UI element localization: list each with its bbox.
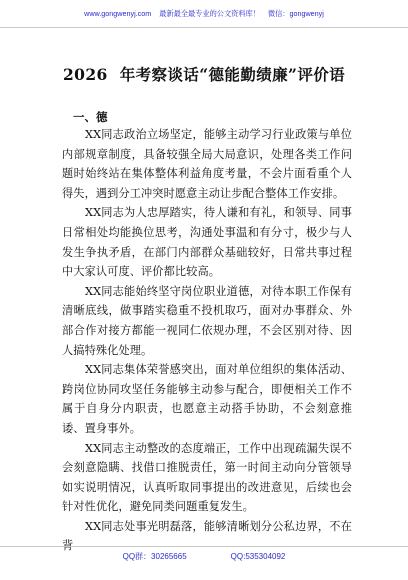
paragraph: XX同志主动整改的态度端正，工作中出现疏漏失误不会刻意隐瞒、找借口推脱责任，第一时间主动向分管领导如实说明情况，认真听取同事提出的改进意见，后续也会针对性优化，避免同类问题重复发生。 — [62, 441, 352, 514]
paragraph: XX同志为人忠厚踏实，待人谦和有礼，和领导、同事日常相处均能换位思考，沟通处事温和有分寸，极少与人发生争执矛盾，在部门内部群众基础较好，日常共事过程中大家认可度、评价都比较高。 — [62, 206, 352, 279]
footer-qq-group: QQ群：30265665 — [122, 552, 187, 561]
page-header — [0, 0, 408, 28]
title-year: 2026 — [62, 65, 108, 84]
header-site-link[interactable]: www.gongwenyj.com — [84, 9, 152, 18]
paragraph: XX同志处事光明磊落，能够清晰划分公私边界，不在背 — [62, 519, 352, 553]
paragraph: XX同志能始终坚守岗位职业道德，对待本职工作保有清晰底线，做事踏实稳重不投机取巧，面对办事群众、外部合作对接方都能一视同仁依规办理，不会区别对待、因人搞特殊化处理。 — [62, 284, 352, 357]
document-body — [62, 125, 352, 556]
header-slogan: 最新最全最专业的公文资料库！ — [159, 8, 260, 18]
title-text: 年考察谈话“德能勤绩廉”评价语 — [119, 65, 346, 84]
document-title — [0, 63, 408, 85]
paragraph: XX同志政治立场坚定，能够主动学习行业政策与单位内部规章制度，具备较强全局大局意识，处理各类工作问题时始终站在集体整体利益角度考量，不会片面看重个人得失，遇到分工冲突时愿意主动让步配合整体工作安排。 — [62, 128, 352, 200]
paragraph: XX同志集体荣誉感突出，面对单位组织的集体活动、跨岗位协同攻坚任务能够主动参与配合，即便相关工作不属于自身分内职责，也愿意主动搭手协助，不会刻意推诿、置身事外。 — [62, 363, 352, 435]
page-footer — [0, 546, 408, 566]
footer-qq: QQ:535304092 — [230, 552, 286, 561]
section-heading: 一、德 — [73, 110, 108, 124]
header-wechat: 微信：gongwenyj — [267, 8, 324, 18]
